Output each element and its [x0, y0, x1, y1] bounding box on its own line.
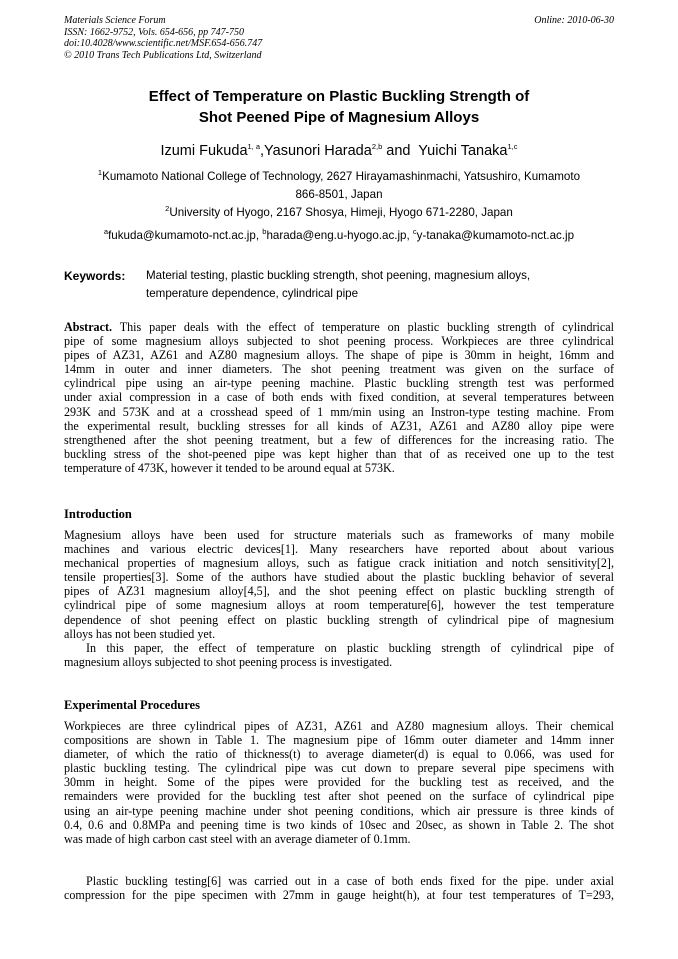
author-1-name: Izumi Fukuda — [160, 143, 248, 159]
email-a-marker: a — [103, 227, 109, 237]
affiliation-2-text: University of Hyogo, 2167 Shosya, Himeji, Hyogo 671-2280, Japan — [169, 206, 513, 219]
intro-line: In this paper, the effect of temperature on plastic buckling strength of cylindrical pipe of — [86, 641, 614, 655]
online-date: Online: 2010-06-30 — [534, 15, 614, 26]
experimental-line: compositions are shown in Table 1. The magnesium pipe of 16mm outer diameter and 14mm inner — [64, 733, 614, 748]
title-line-2: Shot Peened Pipe of Magnesium Alloys — [198, 109, 480, 126]
experimental-line: diameter, of which the ratio of thickness(t) to average diameter(d) is equal to 0.066, was used for — [64, 747, 614, 762]
title-line-1: Effect of Temperature on Plastic Buckling Strength of — [148, 88, 530, 105]
keywords-label: Keywords: — [64, 269, 126, 283]
keywords-text — [146, 267, 596, 303]
author-emails — [64, 229, 614, 243]
journal-header — [64, 15, 262, 61]
abstract-line: This paper deals with the effect of temperature on plastic buckling strength of cylindrical — [112, 320, 614, 334]
email-b[interactable]: harada@eng.u-hyogo.ac.jp, — [266, 229, 413, 242]
intro-line: Magnesium alloys have been used for structure materials such as frameworks of many mobile — [64, 528, 614, 542]
experimental-line: was made of high carbon cast steel with an average diameter of 0.1mm. — [64, 831, 411, 846]
abstract-line: 293K and 573K and at a crosshead speed of 1 mm/min using an Instron-type testing machine. From — [64, 404, 614, 419]
journal-name: Materials Science Forum — [64, 15, 166, 26]
author-2-marker: 2,b — [371, 142, 383, 152]
affiliation-2 — [64, 204, 614, 222]
introduction-paragraph-2 — [64, 641, 614, 669]
abstract-line: temperature of 473K, however it tended to be around equal at 573K. — [64, 460, 395, 475]
author-2-name: ,Yasunori Harada — [260, 143, 372, 159]
abstract-line: strengthened after the shot peening treatment, but a few of differences for the increasing ratio. The — [64, 432, 614, 447]
abstract-line: 14mm in outer and inner diameters. The shot peening treatment was given on the surface of — [64, 362, 614, 377]
intro-line: dependence of shot peening effect on plastic buckling strength of cylindrical pipe of magnesium — [64, 612, 614, 627]
affiliation-1-line-1: Kumamoto National College of Technology, 2627 Hirayamashinmachi, Yatsushiro, Kumamoto — [102, 170, 581, 183]
email-a[interactable]: fukuda@kumamoto-nct.ac.jp, — [108, 229, 263, 242]
intro-line: mechanical properties of magnesium alloys, such as fatigue crack initiation and notch sensitivity[2], — [64, 556, 614, 571]
experimental-heading: Experimental Procedures — [64, 698, 200, 712]
affiliation-1 — [64, 168, 614, 204]
experimental-line: Workpieces are three cylindrical pipes of AZ31, AZ61 and AZ80 magnesium alloys. Their chemical — [64, 719, 614, 733]
author-list — [64, 142, 614, 160]
experimental-line: 30mm in height. Some of the pipes were provided for the buckling test as received, and the — [64, 775, 614, 790]
experimental-line: using an air-type peening machine under shot peening conditions, which air pressure is three kinds of — [64, 803, 614, 818]
experimental-paragraph-1 — [64, 719, 614, 846]
intro-line: alloys has not been studied yet. — [64, 626, 216, 641]
author-1-marker: 1, a — [247, 142, 261, 152]
experimental-line: compression for the pipe specimen with 27mm in gauge height(h), at four test temperatures of T=293, — [64, 888, 614, 903]
experimental-line: Plastic buckling testing[6] was carried out in a case of both ends fixed for the pipe. under axial — [86, 874, 614, 888]
experimental-paragraph-2 — [64, 874, 614, 902]
introduction-heading: Introduction — [64, 507, 132, 521]
email-c-marker: c — [412, 227, 417, 237]
author-3-name: Yuichi Tanaka — [418, 143, 508, 159]
abstract-line: pipes of AZ31, AZ61 and AZ80 magnesium alloys. The shape of pipe is 30mm in height, 16mm and — [64, 348, 614, 363]
abstract-line: cylindrical pipe using an air-type peening machine. Plastic buckling strength test was performed — [64, 376, 614, 391]
affiliation-1-marker: 1 — [97, 168, 103, 178]
abstract-line: under axial compression in a case of both ends with fixed condition, at several temperatures between — [64, 390, 614, 405]
copyright-line: © 2010 Trans Tech Publications Ltd, Switzerland — [64, 49, 262, 61]
introduction-paragraph-1 — [64, 528, 614, 641]
issn-line: ISSN: 1662-9752, Vols. 654-656, pp 747-750 — [64, 26, 244, 38]
author-conjunction: and — [382, 143, 419, 159]
keywords-line-2: temperature dependence, cylindrical pipe — [146, 287, 359, 300]
intro-line: tensile properties[3]. Some of the authors have studied about the plastic buckling behavior of several — [64, 570, 614, 585]
doi-line[interactable]: doi:10.4028/www.scientific.net/MSF.654-656.747 — [64, 38, 263, 49]
intro-line: magnesium alloys subjected to shot peening process is investigated. — [64, 655, 393, 670]
abstract-line: pipe of some magnesium alloys subjected to shot peening process. Workpieces are three cylindrical — [64, 334, 614, 349]
author-3-marker: 1,c — [507, 142, 518, 152]
intro-line: pipes of AZ31 magnesium alloy[4,5], and the shot peening effect on plastic buckling strength of — [64, 584, 614, 599]
abstract-paragraph — [64, 320, 614, 475]
abstract-line: buckling stress of the shot-peened pipe was kept higher than that of as received one up to the test — [64, 446, 614, 461]
abstract-label: Abstract. — [64, 320, 113, 334]
intro-line: machines and various electric devices[1]. Many researchers have reported about about various — [64, 542, 614, 557]
experimental-line: plastic buckling testing. The cylindrical pipe was cut down to prepare several pipe specimens with — [64, 761, 614, 776]
paper-title — [64, 86, 614, 128]
affiliation-2-marker: 2 — [165, 204, 170, 214]
experimental-line: 0.4, 0.6 and 0.8MPa and peening time is two kinds of 10sec and 20sec, as shown in Table 2. The shot — [64, 817, 614, 832]
keywords-line-1: Material testing, plastic buckling strength, shot peening, magnesium alloys, — [146, 269, 531, 282]
intro-line: cylindrical pipe of some magnesium alloys at room temperature[6], however the test temperature — [64, 598, 614, 613]
experimental-line: remainders were provided for the buckling test after shot peened on the surface of cylindrical pipe — [64, 789, 614, 804]
email-c[interactable]: y-tanaka@kumamoto-nct.ac.jp — [416, 229, 575, 242]
email-b-marker: b — [262, 227, 267, 237]
abstract-line: the experimental result, buckling stresses for all kinds of AZ31, AZ61 and AZ80 alloy pipe were — [64, 418, 614, 433]
affiliation-1-line-2: 866-8501, Japan — [295, 188, 383, 201]
